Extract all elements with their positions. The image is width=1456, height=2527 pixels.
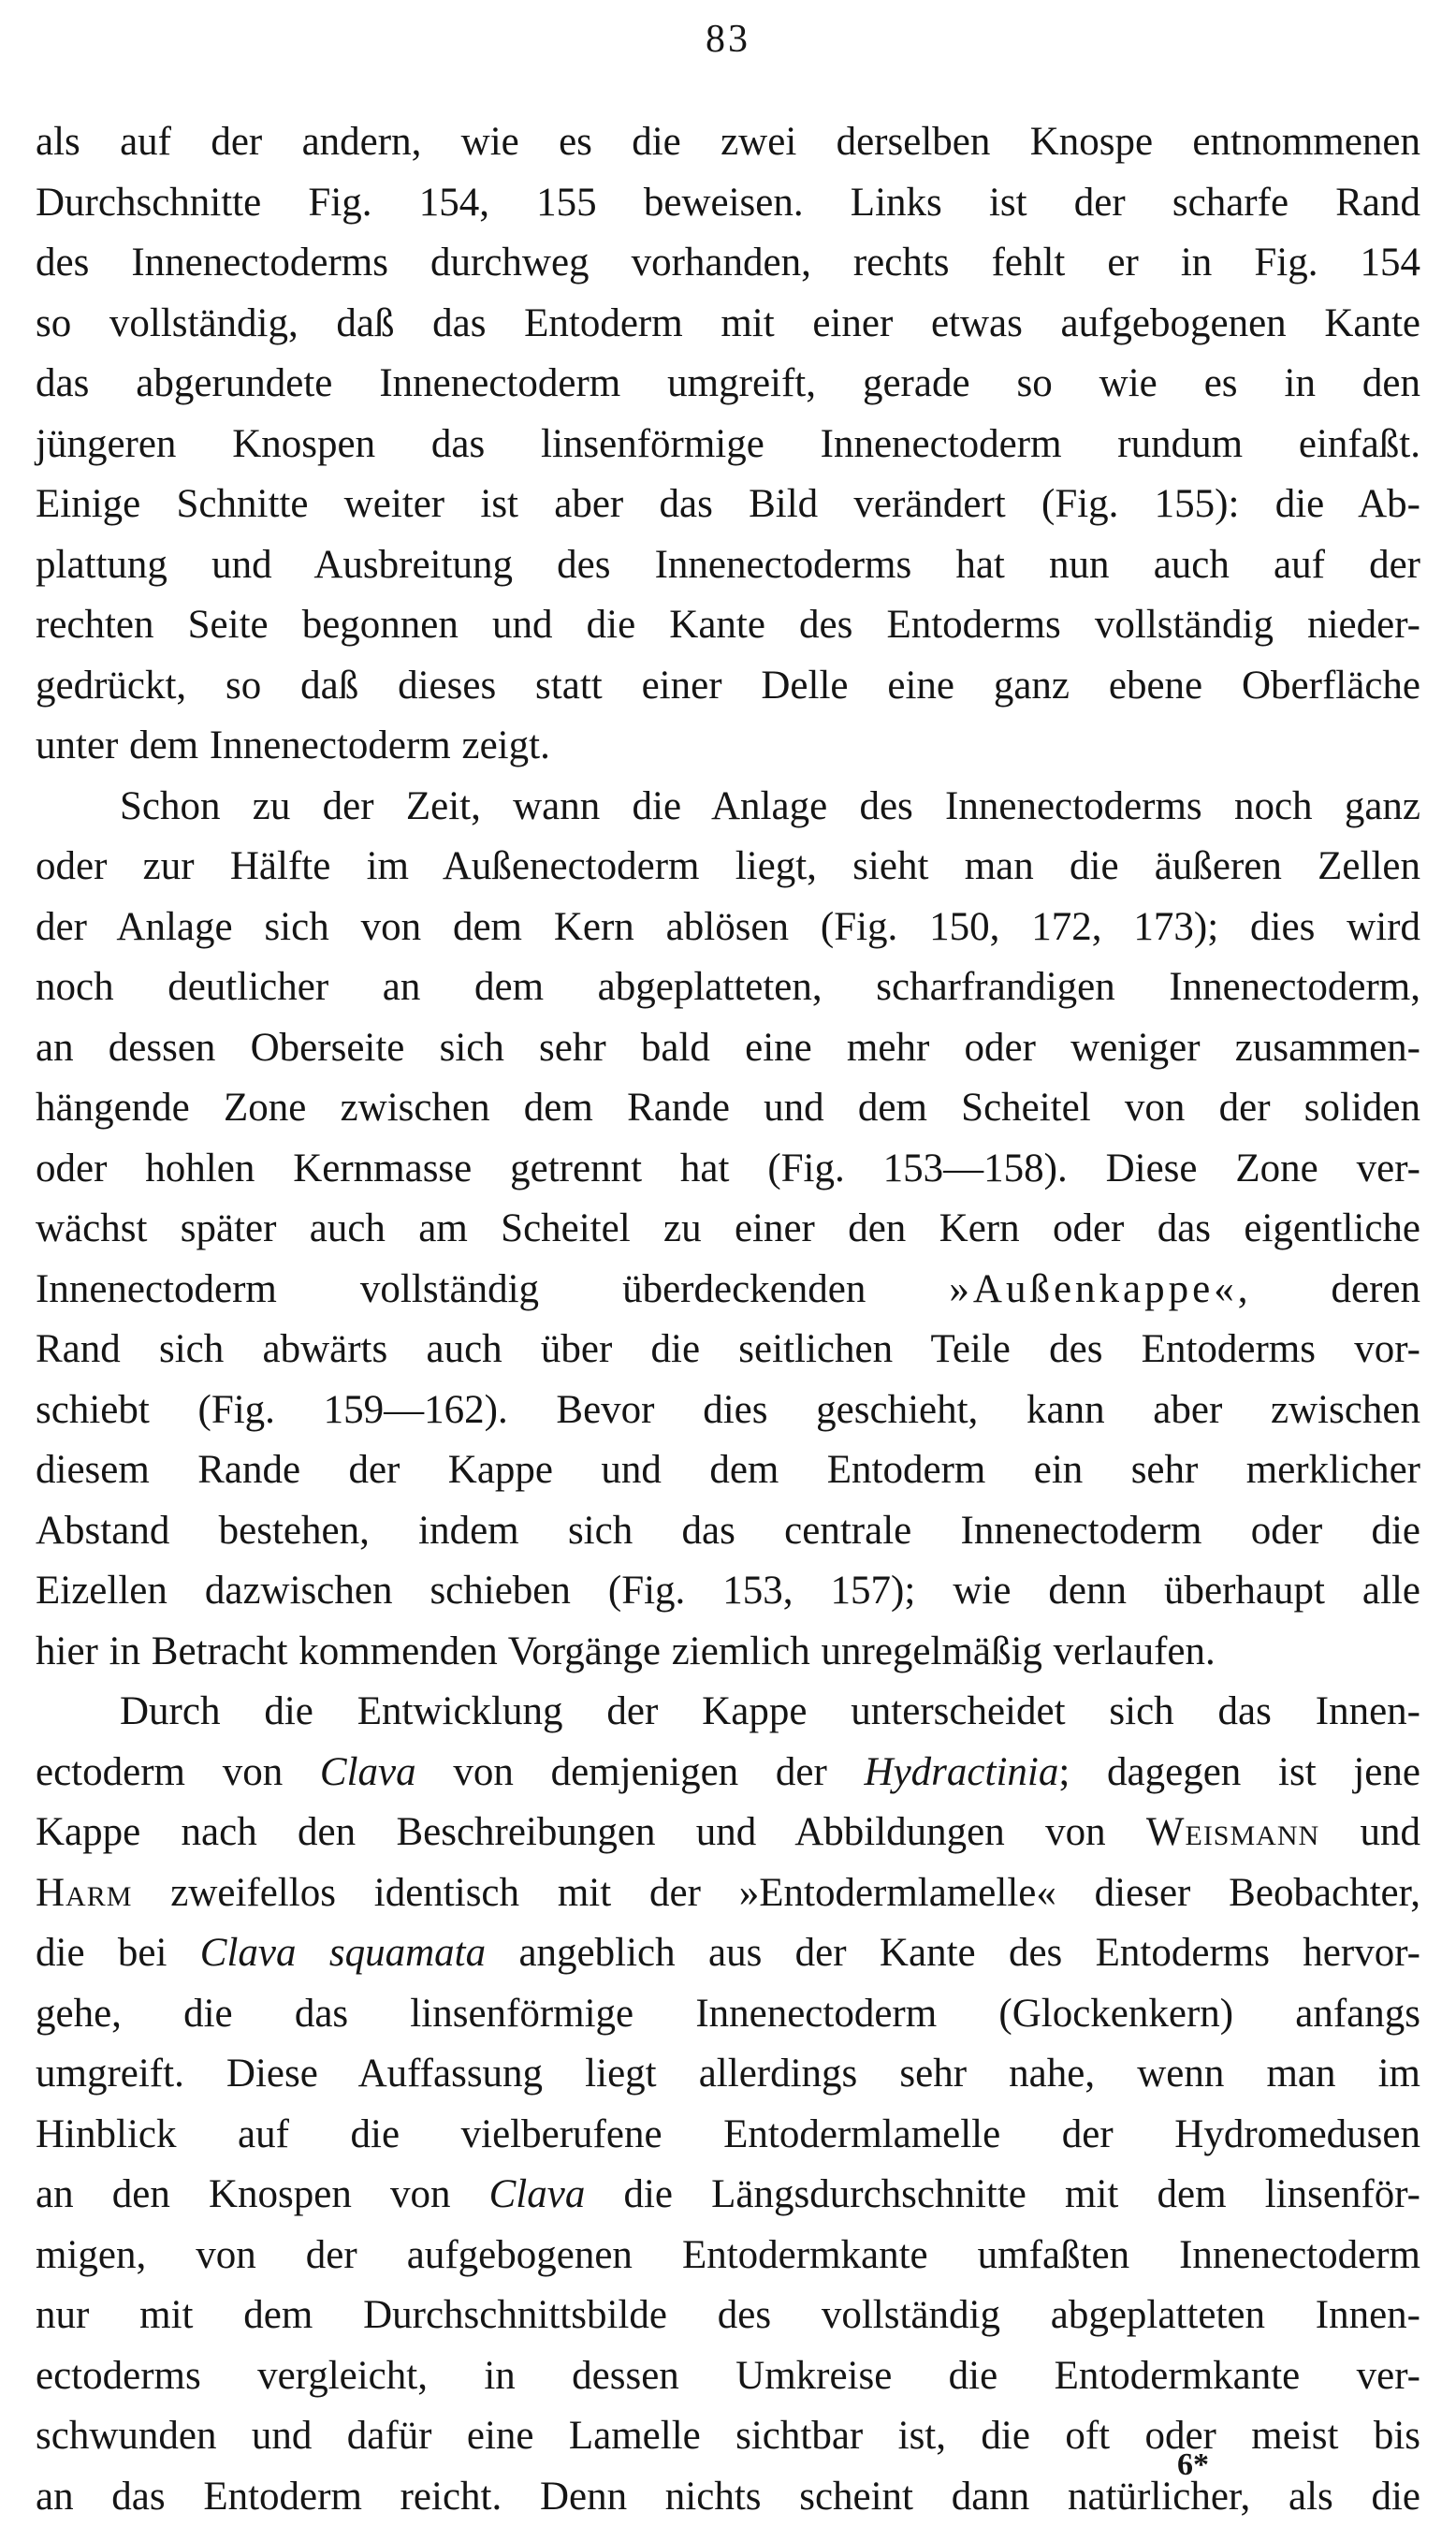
text-line: an dessen Oberseite sich sehr bald eine mehr oder weniger zusammen- bbox=[36, 1018, 1420, 1079]
text-line: die bei Clava squamata angeblich aus der Kante des Entoderms hervor- bbox=[36, 1923, 1420, 1984]
text-line: das abgerundete Innenectoderm umgreift, gerade so wie es in den bbox=[36, 354, 1420, 415]
text-line: des Innenectoderms durchweg vorhanden, rechts fehlt er in Fig. 154 bbox=[36, 233, 1420, 294]
text-line: Harm zweifellos identisch mit der »Entodermlamelle« dieser Beobachter, bbox=[36, 1863, 1420, 1924]
text-line: hängende Zone zwischen dem Rande und dem Scheitel von der soliden bbox=[36, 1078, 1420, 1139]
text-line: noch deutlicher an dem abgeplatteten, scharfrandigen Innenectoderm, bbox=[36, 957, 1420, 1018]
text-line: ectoderms vergleicht, in dessen Umkreise die Entodermkante ver- bbox=[36, 2346, 1420, 2407]
text-line: wächst später auch am Scheitel zu einer den Kern oder das eigentliche bbox=[36, 1199, 1420, 1260]
text-line: an den Knospen von Clava die Längsdurchschnitte mit dem linsenför- bbox=[36, 2165, 1420, 2226]
text-line: Rand sich abwärts auch über die seitlichen Teile des Entoderms vor- bbox=[36, 1320, 1420, 1380]
text-line: Kappe nach den Beschreibungen und Abbildungen von Weismann und bbox=[36, 1803, 1420, 1863]
text-line: an das Entoderm reicht. Denn nichts scheint dann natürlicher, als die bbox=[36, 2467, 1420, 2527]
text-line: diesem Rande der Kappe und dem Entoderm ein sehr merklicher bbox=[36, 1440, 1420, 1501]
text-line: Hinblick auf die vielberufene Entodermlamelle der Hydromedusen bbox=[36, 2105, 1420, 2166]
text-line: plattung und Ausbreitung des Innenectoderms hat nun auch auf der bbox=[36, 535, 1420, 596]
page-number: 83 bbox=[0, 15, 1456, 64]
text-line: gedrückt, so daß dieses statt einer Delle eine ganz ebene Oberfläche bbox=[36, 656, 1420, 717]
text-line: der Anlage sich von dem Kern ablösen (Fig. 150, 172, 173); dies wird bbox=[36, 898, 1420, 958]
text-line: oder zur Hälfte im Außenectoderm liegt, sieht man die äußeren Zellen bbox=[36, 837, 1420, 898]
text-line: ectoderm von Clava von demjenigen der Hydractinia; dagegen ist jene bbox=[36, 1743, 1420, 1804]
text-line: rechten Seite begonnen und die Kante des Entoderms vollständig nieder- bbox=[36, 595, 1420, 656]
text-line: schiebt (Fig. 159—162). Bevor dies geschieht, kann aber zwischen bbox=[36, 1380, 1420, 1441]
text-line: nur mit dem Durchschnittsbilde des vollständig abgeplatteten Innen- bbox=[36, 2286, 1420, 2346]
text-line: schwunden und dafür eine Lamelle sichtbar ist, die oft oder meist bis bbox=[36, 2406, 1420, 2467]
text-line: oder hohlen Kernmasse getrennt hat (Fig. 153—158). Diese Zone ver- bbox=[36, 1139, 1420, 1200]
text-line: umgreift. Diese Auffassung liegt allerdings sehr nahe, wenn man im bbox=[36, 2044, 1420, 2105]
text-line: so vollständig, daß das Entoderm mit einer etwas aufgebogenen Kante bbox=[36, 294, 1420, 355]
text-line: Durchschnitte Fig. 154, 155 beweisen. Links ist der scharfe Rand bbox=[36, 173, 1420, 234]
text-line: Eizellen dazwischen schieben (Fig. 153, 157); wie denn überhaupt alle bbox=[36, 1561, 1420, 1622]
text-line: als auf der andern, wie es die zwei derselben Knospe entnommenen bbox=[36, 112, 1420, 173]
text-line: jüngeren Knospen das linsenförmige Innenectoderm rundum einfaßt. bbox=[36, 415, 1420, 475]
text-line: Abstand bestehen, indem sich das centrale Innenectoderm oder die bbox=[36, 1501, 1420, 1562]
text-line: migen, von der aufgebogenen Entodermkante umfaßten Innenectoderm bbox=[36, 2226, 1420, 2286]
text-line: hier in Betracht kommenden Vorgänge ziemlich unregelmäßig verlaufen. bbox=[36, 1622, 1420, 1683]
text-line: gehe, die das linsenförmige Innenectoderm (Glockenkern) anfangs bbox=[36, 1984, 1420, 2045]
text-line: Innenectoderm vollständig überdeckenden »Außenkappe«, deren bbox=[36, 1260, 1420, 1321]
signature-mark: 6* bbox=[1153, 2443, 1209, 2488]
text-line: Schon zu der Zeit, wann die Anlage des Innenectoderms noch ganz bbox=[36, 777, 1420, 838]
text-line: Durch die Entwicklung der Kappe unterscheidet sich das Innen- bbox=[36, 1682, 1420, 1743]
text-line: Einige Schnitte weiter ist aber das Bild verändert (Fig. 155): die Ab- bbox=[36, 475, 1420, 535]
text-line: unter dem Innenectoderm zeigt. bbox=[36, 716, 1420, 777]
body-text bbox=[36, 112, 1420, 2527]
